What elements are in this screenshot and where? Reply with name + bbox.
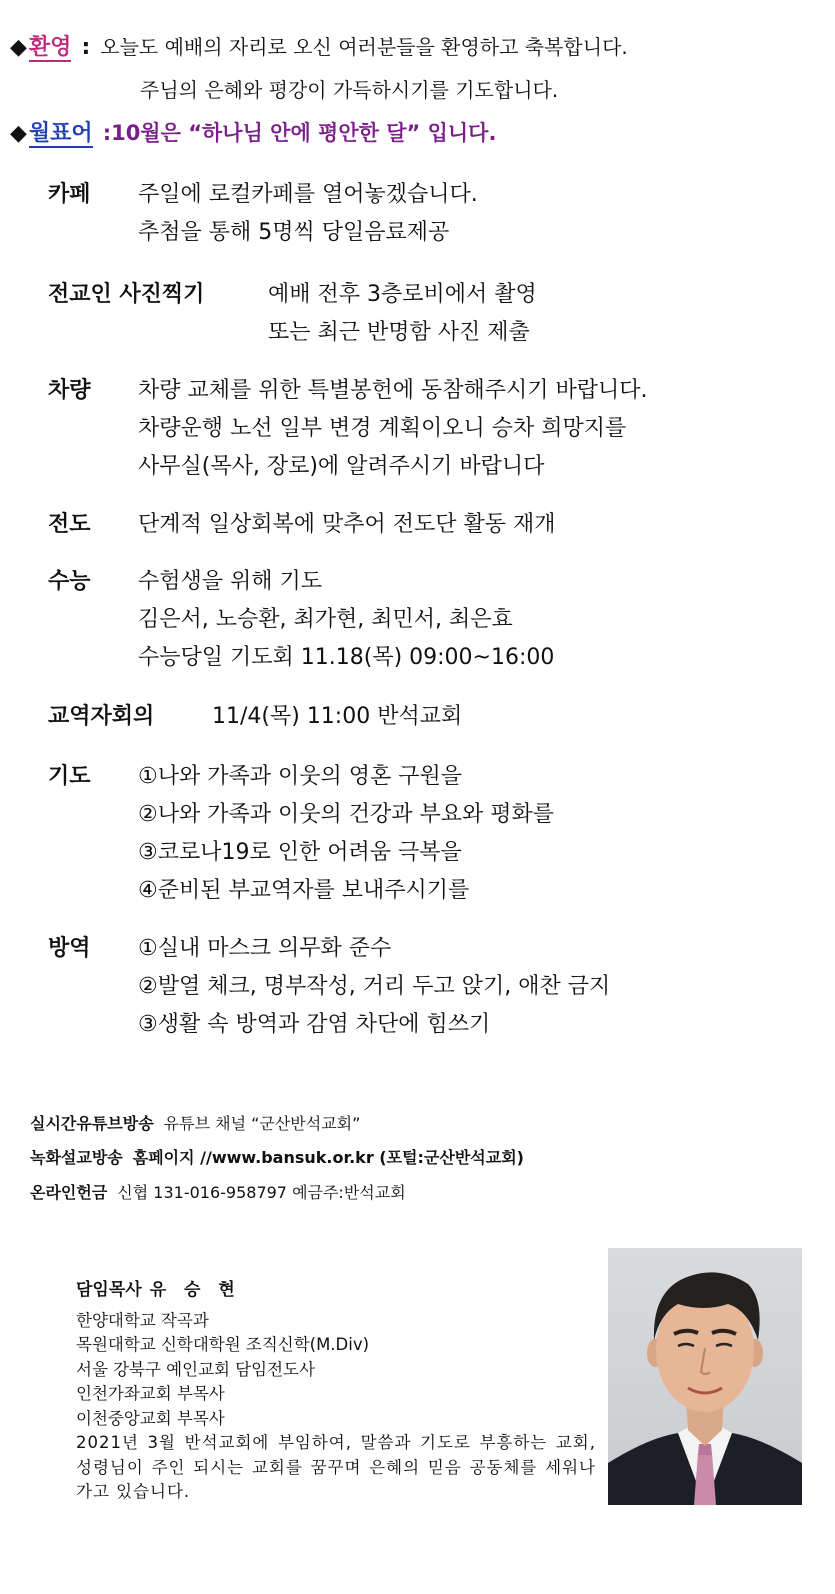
section-line: 예배 전후 3층로비에서 촬영: [268, 282, 537, 307]
section-line: 11/4(목) 11:00 반석교회: [212, 704, 463, 729]
broadcast-value: 홈페이지 //www.bansuk.or.kr (포털:군산반석교회): [132, 1148, 524, 1167]
motto-line: [10, 116, 496, 147]
pastor-title: [76, 1278, 596, 1303]
section-line: 추첨을 통해 5명씩 당일음료제공: [138, 220, 450, 245]
section-body: [138, 506, 556, 544]
section-body: [138, 758, 554, 910]
section-line: ①나와 가족과 이웃의 영혼 구원을: [138, 764, 462, 789]
pastor-career-line: 이천중앙교회 부목사: [76, 1408, 225, 1428]
motto-text: :10월은 “하나님 안에 평안한 달” 입니다.: [102, 121, 497, 145]
section-body: [138, 563, 554, 677]
section-label: 전도: [48, 512, 91, 537]
section-body: [268, 276, 537, 352]
section-line: 김은서, 노승환, 최가현, 최민서, 최은효: [138, 607, 513, 632]
pastor-career-line: 서울 강북구 예인교회 담임전도사: [76, 1359, 315, 1379]
diamond-bullet-icon: ◆: [10, 121, 27, 146]
section-line: 수험생을 위해 기도: [138, 569, 323, 594]
section-label: 기도: [48, 764, 91, 789]
welcome-key: 환영: [28, 35, 72, 60]
section-body: [138, 176, 478, 252]
section-label: 전교인 사진찍기: [48, 282, 205, 307]
broadcast-label: 온라인헌금: [30, 1183, 108, 1202]
section-label: 카페: [48, 182, 91, 207]
welcome-colon: :: [81, 35, 91, 60]
section-line: 주일에 로컬카페를 열어놓겠습니다.: [138, 182, 478, 207]
pastor-bio: 2021년 3월 반석교회에 부임하여, 말씀과 기도로 부흥하는 교회, 성령님이 주인 되시는 교회를 꿈꾸며 은혜의 믿음 공동체를 세워나가고 있습니다.: [76, 1433, 596, 1501]
pastor-name: 유 승 현: [149, 1280, 241, 1300]
section-line: 단계적 일상회복에 맞추어 전도단 활동 재개: [138, 512, 556, 537]
motto-key: 월표어: [28, 121, 93, 146]
broadcast-value: 신협 131-016-958797 예금주:반석교회: [117, 1183, 406, 1202]
section-line: 또는 최근 반명함 사진 제출: [268, 320, 530, 345]
section-label: 차량: [48, 378, 91, 403]
section-line: 수능당일 기도회 11.18(목) 09:00~16:00: [138, 645, 555, 670]
broadcast-label: 녹화설교방송: [30, 1148, 123, 1167]
welcome-text-2: 주님의 은혜와 평강이 가득하시기를 기도합니다.: [140, 78, 559, 102]
section-line: ④준비된 부교역자를 보내주시기를: [138, 878, 470, 903]
section-label: 수능: [48, 569, 91, 594]
broadcast-value: 유튜브 채널 “군산반석교회”: [163, 1114, 361, 1133]
section-line: 차량운행 노선 일부 변경 계획이오니 승차 희망지를: [138, 416, 627, 441]
section-body: [138, 372, 648, 486]
pastor-career-line: 한양대학교 작곡과: [76, 1310, 209, 1330]
section-line: ②나와 가족과 이웃의 건강과 부요와 평화를: [138, 802, 554, 827]
diamond-bullet-icon: ◆: [10, 35, 27, 60]
pastor-career-line: 목원대학교 신학대학원 조직신학(M.Div): [76, 1335, 370, 1354]
pastor-photo: [608, 1248, 802, 1505]
section-line: 사무실(목사, 장로)에 알려주시기 바랍니다: [138, 454, 545, 479]
pastor-portrait-image: [608, 1248, 802, 1505]
section-line: ③코로나19로 인한 어려움 극복을: [138, 840, 462, 865]
broadcast-label: 실시간유튜브방송: [30, 1114, 154, 1133]
pastor-career-line: 인천가좌교회 부목사: [76, 1384, 225, 1403]
broadcast-recorded: [30, 1146, 524, 1170]
welcome-text-1: 오늘도 예배의 자리로 오신 여러분들을 환영하고 축복합니다.: [100, 35, 628, 59]
section-line: ①실내 마스크 의무화 준수: [138, 936, 392, 961]
welcome-line: [10, 30, 628, 61]
section-label: 방역: [48, 936, 91, 961]
section-body: [138, 930, 610, 1044]
pastor-profile: [76, 1278, 596, 1505]
section-line: 차량 교체를 위한 특별봉헌에 동참해주시기 바랍니다.: [138, 378, 648, 403]
broadcast-live: [30, 1112, 360, 1136]
pastor-role: 담임목사: [76, 1280, 142, 1300]
section-line: ③생활 속 방역과 감염 차단에 힘쓰기: [138, 1012, 491, 1037]
online-offering: [30, 1181, 406, 1205]
section-label: 교역자회의: [48, 704, 155, 729]
section-line: ②발열 체크, 명부작성, 거리 두고 앉기, 애찬 금지: [138, 974, 611, 999]
section-body: [212, 698, 462, 736]
